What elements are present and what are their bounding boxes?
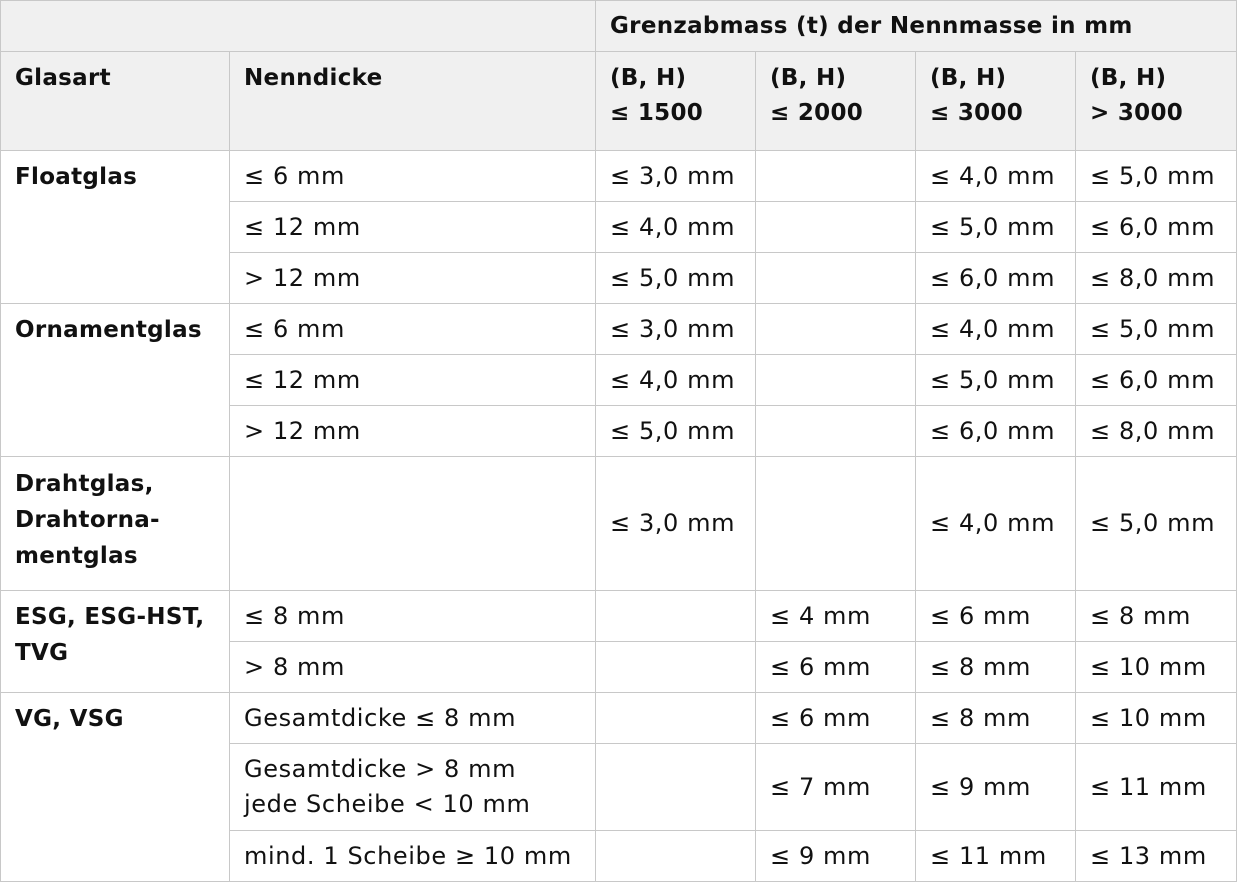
header-size-2000	[756, 52, 916, 151]
glasart-line: ESG, ESG-HST,	[15, 604, 205, 630]
value-1500: ≤ 3,0 mm	[596, 304, 756, 355]
header-size-line1: (B, H)	[930, 65, 1007, 91]
header-size-line1: (B, H)	[1090, 65, 1167, 91]
value-gt3000: ≤ 13 mm	[1076, 831, 1237, 882]
header-size-line1: (B, H)	[770, 65, 847, 91]
value-2000: ≤ 7 mm	[756, 744, 916, 831]
value-1500: ≤ 5,0 mm	[596, 406, 756, 457]
value-3000: ≤ 6,0 mm	[916, 253, 1076, 304]
value-gt3000: ≤ 5,0 mm	[1076, 457, 1237, 591]
nenndicke-cell	[230, 744, 596, 831]
value-2000: ≤ 6 mm	[756, 693, 916, 744]
table-row	[1, 591, 1237, 642]
nenndicke-cell: ≤ 12 mm	[230, 355, 596, 406]
value-3000: ≤ 8 mm	[916, 693, 1076, 744]
header-size-1500	[596, 52, 756, 151]
value-1500	[596, 642, 756, 693]
header-empty-cell	[1, 1, 596, 52]
value-gt3000: ≤ 10 mm	[1076, 693, 1237, 744]
header-size-3000	[916, 52, 1076, 151]
nenndicke-cell: > 12 mm	[230, 406, 596, 457]
value-2000: ≤ 4 mm	[756, 591, 916, 642]
nenndicke-cell: ≤ 6 mm	[230, 151, 596, 202]
value-1500: ≤ 5,0 mm	[596, 253, 756, 304]
glasart-line: Drahtglas,	[15, 471, 154, 497]
value-gt3000: ≤ 5,0 mm	[1076, 304, 1237, 355]
nenndicke-cell: > 12 mm	[230, 253, 596, 304]
value-2000	[756, 202, 916, 253]
nenndicke-cell: ≤ 6 mm	[230, 304, 596, 355]
nenndicke-cell	[230, 457, 596, 591]
nenndicke-cell: > 8 mm	[230, 642, 596, 693]
header-size-line1: (B, H)	[610, 65, 687, 91]
value-1500	[596, 693, 756, 744]
header-size-gt3000	[1076, 52, 1237, 151]
value-3000: ≤ 5,0 mm	[916, 202, 1076, 253]
value-3000: ≤ 4,0 mm	[916, 457, 1076, 591]
header-size-line2: ≤ 3000	[930, 100, 1024, 126]
value-3000: ≤ 4,0 mm	[916, 304, 1076, 355]
value-1500	[596, 591, 756, 642]
value-3000: ≤ 6,0 mm	[916, 406, 1076, 457]
value-1500: ≤ 3,0 mm	[596, 457, 756, 591]
value-gt3000: ≤ 8,0 mm	[1076, 406, 1237, 457]
glasart-line: TVG	[15, 640, 69, 666]
nenndicke-cell: ≤ 12 mm	[230, 202, 596, 253]
nenndicke-cell: ≤ 8 mm	[230, 591, 596, 642]
table-row	[1, 304, 1237, 355]
value-2000	[756, 355, 916, 406]
glasart-floatglas: Floatglas	[1, 151, 230, 304]
value-2000	[756, 304, 916, 355]
value-1500: ≤ 4,0 mm	[596, 355, 756, 406]
header-glasart: Glasart	[1, 52, 230, 151]
value-gt3000: ≤ 8 mm	[1076, 591, 1237, 642]
glasart-vg-vsg: VG, VSG	[1, 693, 230, 882]
nenndicke-cell: mind. 1 Scheibe ≥ 10 mm	[230, 831, 596, 882]
header-size-line2: ≤ 2000	[770, 100, 864, 126]
value-3000: ≤ 9 mm	[916, 744, 1076, 831]
glasart-line: mentglas	[15, 543, 138, 569]
value-gt3000: ≤ 6,0 mm	[1076, 355, 1237, 406]
value-2000	[756, 406, 916, 457]
value-2000: ≤ 6 mm	[756, 642, 916, 693]
group-header: Grenzabmass (t) der Nennmasse in mm	[596, 1, 1237, 52]
value-gt3000: ≤ 11 mm	[1076, 744, 1237, 831]
value-gt3000: ≤ 5,0 mm	[1076, 151, 1237, 202]
value-3000: ≤ 4,0 mm	[916, 151, 1076, 202]
header-nenndicke: Nenndicke	[230, 52, 596, 151]
nenndicke-line: jede Scheibe < 10 mm	[244, 790, 531, 818]
value-1500: ≤ 4,0 mm	[596, 202, 756, 253]
table-row	[1, 693, 1237, 744]
value-gt3000: ≤ 6,0 mm	[1076, 202, 1237, 253]
value-gt3000: ≤ 8,0 mm	[1076, 253, 1237, 304]
header-size-line2: > 3000	[1090, 100, 1184, 126]
value-3000: ≤ 5,0 mm	[916, 355, 1076, 406]
value-3000: ≤ 6 mm	[916, 591, 1076, 642]
nenndicke-cell: Gesamtdicke ≤ 8 mm	[230, 693, 596, 744]
value-2000	[756, 151, 916, 202]
value-1500	[596, 831, 756, 882]
table-row	[1, 151, 1237, 202]
glasart-esg	[1, 591, 230, 693]
header-size-line2: ≤ 1500	[610, 100, 704, 126]
value-2000: ≤ 9 mm	[756, 831, 916, 882]
glasart-drahtglas	[1, 457, 230, 591]
value-gt3000: ≤ 10 mm	[1076, 642, 1237, 693]
value-1500	[596, 744, 756, 831]
value-3000: ≤ 8 mm	[916, 642, 1076, 693]
table-row	[1, 457, 1237, 591]
value-2000	[756, 253, 916, 304]
glasart-line: Drahtorna-	[15, 507, 160, 533]
value-2000	[756, 457, 916, 591]
nenndicke-line: Gesamtdicke > 8 mm	[244, 755, 517, 783]
value-1500: ≤ 3,0 mm	[596, 151, 756, 202]
glasart-ornamentglas: Ornamentglas	[1, 304, 230, 457]
value-3000: ≤ 11 mm	[916, 831, 1076, 882]
